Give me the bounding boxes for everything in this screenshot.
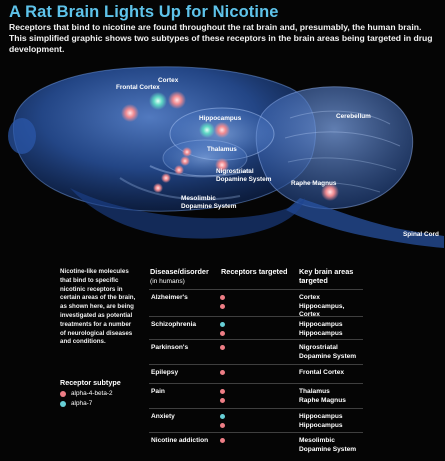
- brain-area-line: Hippocampus: [299, 329, 343, 337]
- receptor-dots: [220, 438, 225, 447]
- table-row: [149, 316, 363, 340]
- pink-dot-icon: [60, 391, 66, 397]
- table-row: [149, 432, 363, 457]
- pink-dot-icon: [220, 295, 225, 300]
- table-row: [149, 408, 363, 433]
- disease-name: Epilepsy: [151, 369, 179, 376]
- spinal-cord-shape: [286, 198, 444, 248]
- table-row: [149, 339, 363, 365]
- pink-dot-icon: [220, 304, 225, 309]
- legend-item-alpha4beta2: alpha-4-beta-2: [60, 390, 113, 397]
- label-frontal-cortex: Frontal Cortex: [116, 84, 160, 91]
- table-row: [149, 289, 363, 317]
- receptor-dots: [220, 345, 225, 354]
- receptor-dots: [220, 414, 225, 431]
- header-disease: Disease/disorder (in humans): [150, 267, 209, 285]
- pink-dot-icon: [220, 398, 225, 403]
- pink-dot-icon: [220, 389, 225, 394]
- nigrostriatal-dot-2: [180, 156, 190, 166]
- table-row: [149, 364, 363, 384]
- mesolimbic-dot-1: [161, 173, 171, 183]
- teal-dot-icon: [220, 322, 225, 327]
- teal-dot-icon: [220, 414, 225, 419]
- brain-area-line: Hippocampus: [299, 421, 343, 429]
- disease-name: Nicotine addiction: [151, 437, 209, 444]
- pink-dot-icon: [220, 345, 225, 350]
- label-cortex: Cortex: [158, 77, 179, 84]
- disease-name: Anxiety: [151, 413, 175, 420]
- hippocampus-dot-teal: [199, 122, 215, 138]
- brain-area-line: Hippocampus: [299, 321, 343, 328]
- pink-dot-icon: [220, 423, 225, 428]
- pink-dot-icon: [220, 438, 225, 443]
- table-row: [149, 383, 363, 409]
- pink-dot-icon: [220, 331, 225, 336]
- label-raphe-magnus: Raphe Magnus: [291, 180, 337, 187]
- brain-area-line: Thalamus: [299, 388, 330, 395]
- brain-areas: [299, 321, 343, 338]
- brain-area-line: Mesolimbic: [299, 437, 335, 444]
- brain-areas: [299, 344, 356, 361]
- frontal-cortex-dot: [121, 104, 139, 122]
- hippocampus-dot-pink: [214, 122, 230, 138]
- label-cerebellum: Cerebellum: [336, 113, 371, 120]
- brain-area-line: Nigrostriatal: [299, 344, 338, 351]
- cortex-dot-teal: [149, 92, 167, 110]
- header-receptors: Receptors targeted: [221, 267, 288, 276]
- pink-dot-icon: [220, 370, 225, 375]
- brain-areas: [299, 388, 346, 405]
- brain-area-line: Dopamine System: [299, 352, 357, 360]
- brain-area-line: Frontal Cortex: [299, 369, 345, 376]
- brain-areas: [299, 413, 343, 430]
- nigrostriatal-dot-3: [174, 165, 184, 175]
- teal-dot-icon: [60, 401, 66, 407]
- mesolimbic-dot-2: [153, 183, 163, 193]
- rat-brain-illustration: [0, 58, 445, 260]
- disease-name: Parkinson's: [151, 344, 189, 351]
- label-spinal-cord: Spinal Cord: [403, 231, 439, 238]
- receptor-dots: [220, 322, 225, 339]
- brain-area-line: Cortex: [299, 294, 320, 301]
- label-thalamus: Thalamus: [207, 146, 237, 153]
- brain-area-line: Hippocampus: [299, 413, 343, 420]
- receptor-dots: [220, 370, 225, 379]
- brain-area-line: Dopamine System: [299, 445, 357, 453]
- receptor-dots: [220, 295, 225, 312]
- page-title: A Rat Brain Lights Up for Nicotine: [9, 3, 279, 21]
- sidebar-description: Nicotine-like molecules that bind to specific nicotinic receptors in certain areas of the brain, as shown here, are being investigated as potential treatments for a number of neurological diseases and conditions.: [60, 268, 136, 346]
- cortex-dot-pink: [168, 91, 186, 109]
- label-nigrostriatal: Nigrostriatal Dopamine System: [216, 168, 272, 183]
- nigrostriatal-dot-1: [182, 147, 192, 157]
- legend-item-alpha7: alpha-7: [60, 400, 92, 407]
- label-mesolimbic: Mesolimbic Dopamine System: [181, 195, 237, 210]
- intro-text: Receptors that bind to nicotine are found throughout the rat brain and, presumably, the human brain. This simplified graphic shows two subtypes of these receptors in the brain areas being targeted in drug development.: [9, 22, 433, 54]
- receptor-dots: [220, 389, 225, 406]
- legend-title: Receptor subtype: [60, 378, 121, 387]
- brain-area-line: Raphe Magnus: [299, 396, 346, 404]
- label-hippocampus: Hippocampus: [199, 115, 242, 122]
- brain-areas: [299, 437, 356, 454]
- header-areas: Key brain areas targeted: [299, 267, 354, 285]
- disease-name: Schizophrenia: [151, 321, 197, 328]
- brain-area-line: Hippocampus, Cortex: [299, 302, 345, 319]
- disease-name: Alzheimer's: [151, 294, 188, 301]
- disease-name: Pain: [151, 388, 165, 395]
- brain-areas: [299, 369, 344, 378]
